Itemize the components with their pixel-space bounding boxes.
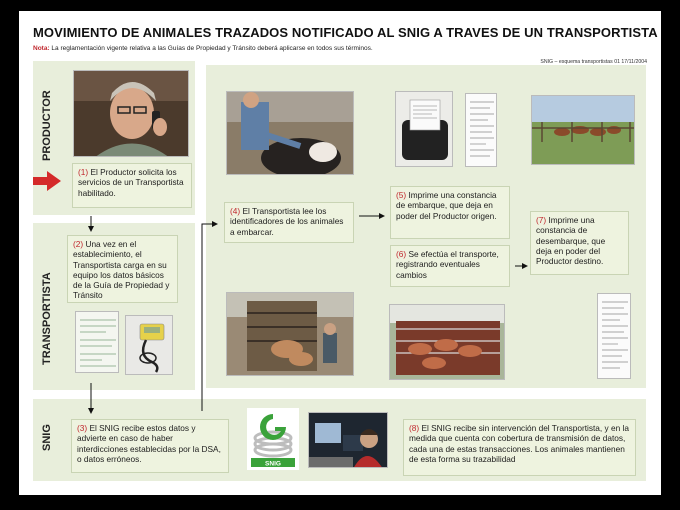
step-6-number: (6): [396, 249, 407, 259]
step-6-text: Se efectúa el transporte, registrando eventuales cambios: [396, 249, 499, 280]
arrow-3-to-4: [202, 224, 217, 411]
step-1-number: (1): [78, 167, 89, 177]
step-7-number: (7): [536, 215, 547, 225]
step-4-text: El Transportista lee los identificadores de los animales a embarcar.: [230, 206, 344, 237]
step-2-number: (2): [73, 239, 84, 249]
reference-code: SNIG – esquema transportistas 01 17/11/2004: [540, 59, 647, 65]
step-8-number: (8): [409, 423, 420, 433]
step-2-text: Una vez en el establecimiento, el Transportista carga en su equipo los datos básicos de la Guía de Propiedad y Tránsito: [73, 239, 170, 301]
start-arrow: [33, 171, 61, 191]
step-5-number: (5): [396, 190, 407, 200]
lane-label-productor: PRODUCTOR: [41, 90, 53, 161]
step-3-text: El SNIG recibe estos datos y advierte en caso de haber interdicciones establecidas por la DSA, o datos erróneos.: [77, 423, 221, 464]
page-title: MOVIMIENTO DE ANIMALES TRAZADOS NOTIFICADO AL SNIG A TRAVES DE UN TRANSPORTISTA: [33, 25, 658, 40]
lane-label-transportista: TRANSPORTISTA: [41, 272, 53, 365]
flow-arrows: [19, 11, 661, 495]
slide: [19, 11, 661, 495]
snig-logo-text: SNIG: [265, 460, 281, 468]
lane-label-snig: SNIG: [41, 424, 53, 451]
note-text: La reglamentación vigente relativa a las Guías de Propiedad y Tránsito deberá aplicarse en todos sus términos.: [51, 45, 373, 52]
note-label: Nota:: [33, 45, 50, 52]
step-5-text: Imprime una constancia de embarque, que deja en poder del Productor origen.: [396, 190, 497, 221]
step-4-number: (4): [230, 206, 241, 216]
step-1-text: El Productor solicita los servicios de un Transportista habilitado.: [78, 167, 184, 198]
step-8-text: El SNIG recibe sin intervención del Transportista, y en la medida que cuenta con cobertura de transmisión de datos, cada una de estas transacciones. Los animales mantienen de esta forma su trazabilidad: [409, 423, 629, 464]
step-3-number: (3): [77, 423, 88, 433]
step-7-text: Imprime una constancia de desembarque, que deja en poder del Productor destino.: [536, 215, 606, 267]
